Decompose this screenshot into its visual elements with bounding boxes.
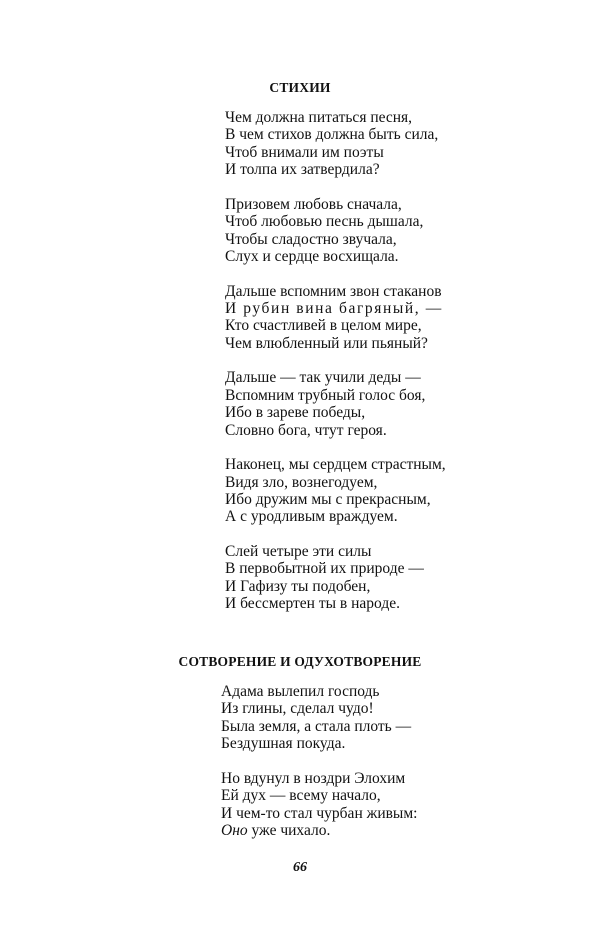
stanza-6 xyxy=(225,543,446,613)
poem-line: Была земля, а стала плоть — xyxy=(221,717,412,735)
poem-line: Из глины, сделал чудо! xyxy=(221,700,374,718)
poem-line: Бездушная покуда. xyxy=(221,735,346,753)
poem-line: И рубин вина багряный, — xyxy=(225,300,443,318)
stanza-3 xyxy=(225,283,446,353)
poem-line: В первобытной их природе — xyxy=(225,560,424,578)
poem-line: Ибо в зареве победы, xyxy=(225,404,366,422)
italic-word: Оно xyxy=(221,822,248,840)
poem-line: Призовем любовь сначала, xyxy=(225,195,402,213)
poem-line: Чтобы сладостно звучала, xyxy=(225,230,397,248)
stanza-4 xyxy=(225,369,446,439)
poem-title-sotvorenie: СОТВОРЕНИЕ И ОДУХОТВОРЕНИЕ xyxy=(178,654,422,669)
poem-line: Слух и сердце восхищала. xyxy=(225,248,399,266)
stanza-2 xyxy=(221,770,417,840)
stanza-1 xyxy=(221,683,417,753)
poem-line: Чем должна питаться песня, xyxy=(225,109,413,126)
poem-line: Чтоб внимали им поэты xyxy=(225,143,384,161)
poem-line: Дальше — так учили деды — xyxy=(225,369,421,387)
poem-line: И Гафизу ты подобен, xyxy=(225,577,371,595)
poem-line: Чтоб любовью песнь дышала, xyxy=(225,213,424,231)
poem-line: Чем влюбленный или пьяный? xyxy=(225,334,428,352)
stanza-5 xyxy=(225,456,446,526)
stanza-2 xyxy=(225,196,446,266)
poem-line: И бессмертен ты в народе. xyxy=(225,595,400,613)
poem-line: И толпа их затвердила? xyxy=(225,161,380,179)
poem-line: Наконец, мы сердцем страстным, xyxy=(225,456,446,474)
poem-line: Видя зло, вознегодуем, xyxy=(225,473,378,491)
poem-line: И чем-то стал чурбан живым: xyxy=(221,804,418,822)
poem-line: Ибо дружим мы с прекрасным, xyxy=(225,491,431,509)
poem-line: Слей четыре эти силы xyxy=(225,543,372,561)
poem-line: Вспомним трубный голос боя, xyxy=(225,386,426,404)
poem-line: А с уродливым враждуем. xyxy=(225,508,398,526)
poem-line: Но вдунул в ноздри Элохим xyxy=(221,769,406,787)
poem-sotvorenie xyxy=(221,683,417,839)
poem-line: Дальше вспомним звон стаканов xyxy=(225,282,442,300)
poem-stikhii xyxy=(225,109,446,613)
poem-title-stikhii: СТИХИИ xyxy=(269,80,331,95)
poem-line: Адама вылепил господь xyxy=(221,683,380,700)
poem-line-last xyxy=(221,822,417,839)
poem-line: Кто счастливей в целом мире, xyxy=(225,317,422,335)
poem-line: Ей дух — всему начало, xyxy=(221,787,381,805)
poem-line: Словно бога, чтут героя. xyxy=(225,421,387,439)
stanza-1 xyxy=(225,109,446,179)
line-rest: уже чихало. xyxy=(247,822,331,840)
poem-line: В чем стихов должна быть сила, xyxy=(225,126,439,144)
page-number: 66 xyxy=(293,860,307,875)
